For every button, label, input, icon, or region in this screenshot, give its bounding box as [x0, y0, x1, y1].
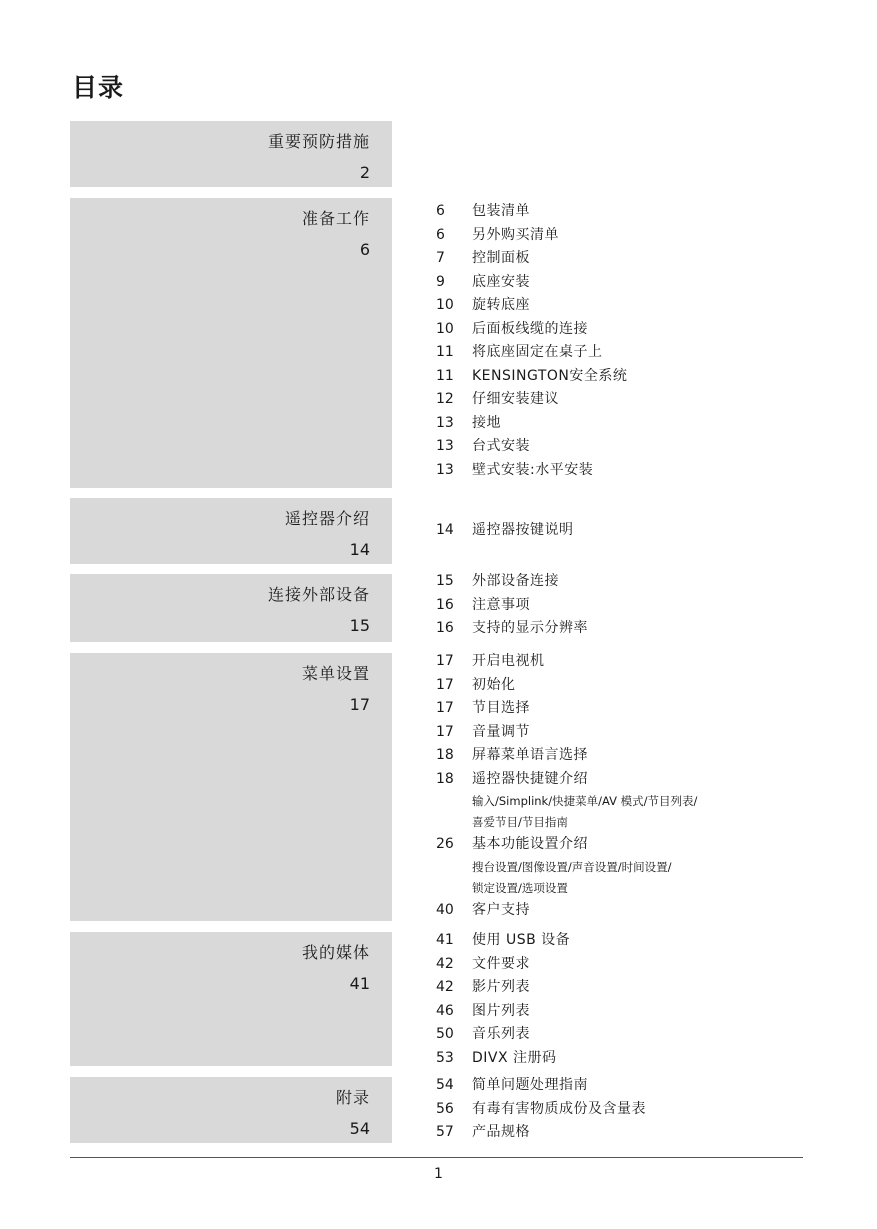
entry-label: 影片列表: [472, 979, 530, 995]
entry-page: 9: [436, 273, 445, 290]
section-block: [70, 498, 392, 564]
section-entries: [436, 519, 806, 543]
toc-entry[interactable]: [436, 200, 806, 224]
section-title: 准备工作: [301, 209, 370, 228]
entry-label: 初始化: [472, 676, 516, 693]
entry-page: 14: [436, 522, 454, 538]
entry-label: 底座安装: [472, 273, 530, 290]
entry-page: 18: [436, 747, 454, 763]
toc-entry[interactable]: [436, 594, 806, 618]
section-title: 菜单设置: [301, 664, 370, 683]
entry-page: 10: [436, 320, 454, 337]
toc-entry[interactable]: [436, 271, 806, 295]
entry-page: 13: [436, 438, 454, 454]
toc-entry[interactable]: [436, 247, 806, 271]
toc-entry[interactable]: [436, 224, 806, 248]
toc-entry[interactable]: [436, 519, 806, 543]
entry-label: 壁式安装:水平安装: [472, 461, 594, 478]
entry-page: 12: [436, 391, 454, 407]
entry-label: 客户支持: [472, 901, 530, 918]
entry-label: 注意事项: [472, 596, 530, 613]
entry-page: 42: [436, 979, 454, 995]
entry-label: 产品规格: [472, 1124, 530, 1140]
entry-label: 屏幕菜单语言选择: [472, 747, 588, 763]
toc-entry[interactable]: [436, 365, 806, 389]
entry-page: 54: [436, 1077, 454, 1093]
entry-subtopics: 输入/Simplink/快捷菜单/AV 模式/节目列表/: [472, 794, 698, 808]
toc-entry[interactable]: [436, 318, 806, 342]
toc-entry[interactable]: [436, 412, 806, 436]
entry-label: 简单问题处理指南: [472, 1077, 588, 1093]
entry-label: DIVX 注册码: [472, 1049, 557, 1066]
toc-entry[interactable]: [436, 899, 806, 923]
toc-entry[interactable]: [436, 459, 806, 483]
entry-label: 支持的显示分辨率: [472, 620, 588, 636]
section-page: 54: [349, 1119, 370, 1138]
section-page: 17: [349, 695, 370, 714]
toc-entry[interactable]: [436, 650, 806, 674]
entry-page: 18: [436, 770, 454, 787]
section-block: [70, 574, 392, 642]
section-page: 14: [349, 540, 370, 559]
entry-subtopics: 锁定设置/选项设置: [472, 880, 568, 895]
entry-page: 46: [436, 1002, 454, 1019]
toc-entry[interactable]: [436, 833, 806, 857]
entry-label: 旋转底座: [472, 297, 530, 313]
toc-entry[interactable]: [436, 341, 806, 365]
entry-subtopics: 喜爱节目/节目指南: [472, 815, 568, 829]
entry-label: 节目选择: [472, 700, 530, 716]
toc-entry[interactable]: [436, 697, 806, 721]
entry-label: 音乐列表: [472, 1026, 530, 1042]
section-entries: [436, 1074, 806, 1145]
section-page: 6: [359, 240, 370, 259]
entry-page: 53: [436, 1049, 454, 1066]
section-title: 我的媒体: [301, 943, 370, 962]
section-title: 附录: [335, 1088, 370, 1107]
entry-label: 遥控器按键说明: [472, 522, 574, 538]
section-block: [70, 1077, 392, 1143]
toc-entry[interactable]: [436, 929, 806, 953]
section-block: [70, 121, 392, 187]
entry-label: 另外购买清单: [472, 226, 559, 243]
entry-page: 11: [436, 367, 454, 384]
entry-page: 57: [436, 1124, 454, 1140]
toc-entry[interactable]: [436, 744, 806, 768]
entry-page: 16: [436, 596, 454, 613]
section-block: [70, 198, 392, 488]
entry-page: 16: [436, 620, 454, 636]
toc-entry[interactable]: [436, 1074, 806, 1098]
entry-label: 仔细安装建议: [472, 391, 559, 407]
entry-page: 7: [436, 250, 445, 266]
entry-label: 外部设备连接: [472, 573, 559, 589]
footer-divider: [70, 1157, 803, 1158]
section-entries: [436, 929, 806, 1070]
section-entries: [436, 200, 806, 482]
entry-label: 音量调节: [472, 723, 530, 740]
entry-page: 56: [436, 1100, 454, 1117]
entry-label: 使用 USB 设备: [472, 932, 571, 948]
toc-entry[interactable]: [436, 294, 806, 318]
entry-page: 40: [436, 901, 454, 918]
entry-label: 开启电视机: [472, 653, 545, 669]
entry-label: 接地: [472, 414, 501, 431]
page-title: 目录: [72, 73, 125, 102]
entry-page: 15: [436, 573, 454, 589]
entry-label: 控制面板: [472, 250, 530, 266]
toc-entry[interactable]: [436, 953, 806, 977]
toc-entry[interactable]: [436, 768, 806, 792]
section-page: 41: [349, 974, 370, 993]
section-block: [70, 932, 392, 1066]
toc-entry[interactable]: [436, 1000, 806, 1024]
entry-page: 13: [436, 414, 454, 431]
section-title: 连接外部设备: [267, 585, 370, 604]
entry-label: KENSINGTON安全系统: [472, 367, 628, 384]
entry-page: 42: [436, 955, 454, 972]
section-entries: [436, 650, 806, 922]
entry-label: 将底座固定在桌子上: [472, 344, 603, 360]
toc-entry[interactable]: [436, 570, 806, 594]
toc-entry[interactable]: [436, 976, 806, 1000]
toc-entry[interactable]: [436, 435, 806, 459]
toc-entry[interactable]: [436, 1023, 806, 1047]
entry-label: 基本功能设置介绍: [472, 836, 588, 852]
entry-page: 17: [436, 676, 454, 693]
entry-label: 遥控器快捷键介绍: [472, 770, 588, 787]
section-page: 2: [359, 163, 370, 182]
entry-label: 有毒有害物质成份及含量表: [472, 1100, 646, 1117]
toc-entry[interactable]: [436, 1098, 806, 1122]
entry-page: 17: [436, 723, 454, 740]
toc-entry[interactable]: [436, 721, 806, 745]
entry-page: 11: [436, 344, 454, 360]
section-entries: [436, 570, 806, 641]
toc-entry[interactable]: [436, 674, 806, 698]
entry-page: 17: [436, 700, 454, 716]
entry-page: 41: [436, 932, 454, 948]
entry-label: 图片列表: [472, 1002, 530, 1019]
entry-page: 26: [436, 836, 454, 852]
section-title: 遥控器介绍: [284, 509, 370, 528]
entry-page: 17: [436, 653, 454, 669]
toc-entry[interactable]: [436, 1047, 806, 1071]
entry-page: 10: [436, 297, 454, 313]
entry-page: 13: [436, 461, 454, 478]
entry-label: 包装清单: [472, 203, 530, 219]
entry-page: 50: [436, 1026, 454, 1042]
section-title: 重要预防措施: [267, 132, 370, 151]
toc-entry[interactable]: [436, 617, 806, 641]
entry-subtopics: 搜台设置/图像设置/声音设置/时间设置/: [472, 859, 672, 874]
section-page: 15: [349, 616, 370, 635]
toc-entry[interactable]: [436, 388, 806, 412]
entry-label: 文件要求: [472, 955, 530, 972]
entry-label: 台式安装: [472, 438, 530, 454]
entry-label: 后面板线缆的连接: [472, 320, 588, 337]
toc-entry[interactable]: [436, 1121, 806, 1145]
entry-page: 6: [436, 226, 445, 243]
entry-page: 6: [436, 203, 445, 219]
page-number: 1: [434, 1166, 443, 1182]
section-block: [70, 653, 392, 921]
